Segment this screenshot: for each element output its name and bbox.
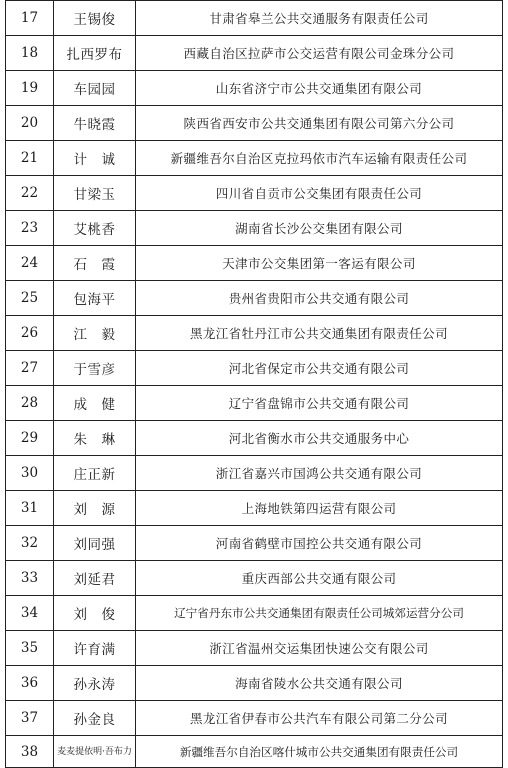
organization-name: 新疆维吾尔自治区克拉玛依市汽车运输有限责任公司 [136, 141, 503, 176]
person-name: 朱 琳 [54, 421, 136, 456]
organization-name: 河北省保定市公共交通有限公司 [136, 351, 503, 386]
row-number: 21 [6, 141, 54, 176]
row-number: 36 [6, 666, 54, 701]
table-row [6, 666, 503, 701]
person-name: 刘 源 [54, 491, 136, 526]
person-name: 刘延君 [54, 561, 136, 596]
organization-name: 河北省衡水市公共交通服务中心 [136, 421, 503, 456]
person-name: 成 健 [54, 386, 136, 421]
person-name: 江 毅 [54, 316, 136, 351]
row-number: 19 [6, 71, 54, 106]
table-row [6, 561, 503, 596]
organization-name: 天津市公交集团第一客运有限公司 [136, 246, 503, 281]
person-name: 王锡俊 [54, 1, 136, 36]
row-number: 24 [6, 246, 54, 281]
person-name: 麦麦提依明·吾布力 [54, 736, 136, 768]
row-number: 25 [6, 281, 54, 316]
table-row [6, 491, 503, 526]
table-row [6, 211, 503, 246]
person-name: 孙金良 [54, 701, 136, 736]
person-name: 车园园 [54, 71, 136, 106]
organization-name: 西藏自治区拉萨市公交运营有限公司金珠分公司 [136, 36, 503, 71]
row-number: 18 [6, 36, 54, 71]
row-number: 37 [6, 701, 54, 736]
organization-name: 新疆维吾尔自治区喀什城市公共交通集团有限责任公司 [136, 736, 503, 768]
row-number: 17 [6, 1, 54, 36]
organization-name: 海南省陵水公共交通有限公司 [136, 666, 503, 701]
organization-name: 黑龙江省伊春市公共汽车有限公司第二分公司 [136, 701, 503, 736]
organization-name: 辽宁省丹东市公共交通集团有限责任公司城郊运营分公司 [136, 596, 503, 631]
table-row [6, 386, 503, 421]
organization-name: 湖南省长沙公交集团有限公司 [136, 211, 503, 246]
organization-name: 辽宁省盘锦市公共交通有限公司 [136, 386, 503, 421]
organization-name: 浙江省嘉兴市国鸿公共交通有限公司 [136, 456, 503, 491]
person-name: 扎西罗布 [54, 36, 136, 71]
row-number: 30 [6, 456, 54, 491]
table-row [6, 176, 503, 211]
table-row [6, 631, 503, 666]
roster-body [6, 1, 503, 768]
table-row [6, 456, 503, 491]
organization-name: 上海地铁第四运营有限公司 [136, 491, 503, 526]
person-name: 于雪彦 [54, 351, 136, 386]
row-number: 34 [6, 596, 54, 631]
row-number: 38 [6, 736, 54, 768]
person-name: 刘 俊 [54, 596, 136, 631]
person-name: 刘同强 [54, 526, 136, 561]
row-number: 23 [6, 211, 54, 246]
table-row [6, 141, 503, 176]
row-number: 26 [6, 316, 54, 351]
person-name: 许育满 [54, 631, 136, 666]
table-row [6, 736, 503, 768]
person-name: 甘梁玉 [54, 176, 136, 211]
organization-name: 甘肃省皋兰公共交通服务有限责任公司 [136, 1, 503, 36]
person-name: 艾桃香 [54, 211, 136, 246]
person-name: 牛晓霞 [54, 106, 136, 141]
table-row [6, 36, 503, 71]
person-name: 庄正新 [54, 456, 136, 491]
row-number: 35 [6, 631, 54, 666]
organization-name: 山东省济宁市公共交通集团有限公司 [136, 71, 503, 106]
person-name: 计 诚 [54, 141, 136, 176]
row-number: 31 [6, 491, 54, 526]
row-number: 20 [6, 106, 54, 141]
row-number: 33 [6, 561, 54, 596]
table-row [6, 246, 503, 281]
row-number: 22 [6, 176, 54, 211]
organization-name: 浙江省温州交运集团快速公交有限公司 [136, 631, 503, 666]
person-name: 孙永涛 [54, 666, 136, 701]
row-number: 27 [6, 351, 54, 386]
person-name: 石 霞 [54, 246, 136, 281]
organization-name: 黑龙江省牡丹江市公共交通集团有限责任公司 [136, 316, 503, 351]
person-name: 包海平 [54, 281, 136, 316]
table-row [6, 526, 503, 561]
table-row [6, 71, 503, 106]
table-row [6, 421, 503, 456]
roster-table [5, 0, 503, 768]
table-row [6, 106, 503, 141]
table-row [6, 701, 503, 736]
row-number: 28 [6, 386, 54, 421]
table-row [6, 351, 503, 386]
table-row [6, 1, 503, 36]
table-row [6, 596, 503, 631]
table-row [6, 281, 503, 316]
organization-name: 河南省鹤壁市国控公共交通有限公司 [136, 526, 503, 561]
row-number: 32 [6, 526, 54, 561]
organization-name: 陕西省西安市公共交通集团有限公司第六分公司 [136, 106, 503, 141]
row-number: 29 [6, 421, 54, 456]
organization-name: 贵州省贵阳市公共交通有限公司 [136, 281, 503, 316]
organization-name: 重庆西部公共交通有限公司 [136, 561, 503, 596]
table-row [6, 316, 503, 351]
organization-name: 四川省自贡市公交集团有限责任公司 [136, 176, 503, 211]
